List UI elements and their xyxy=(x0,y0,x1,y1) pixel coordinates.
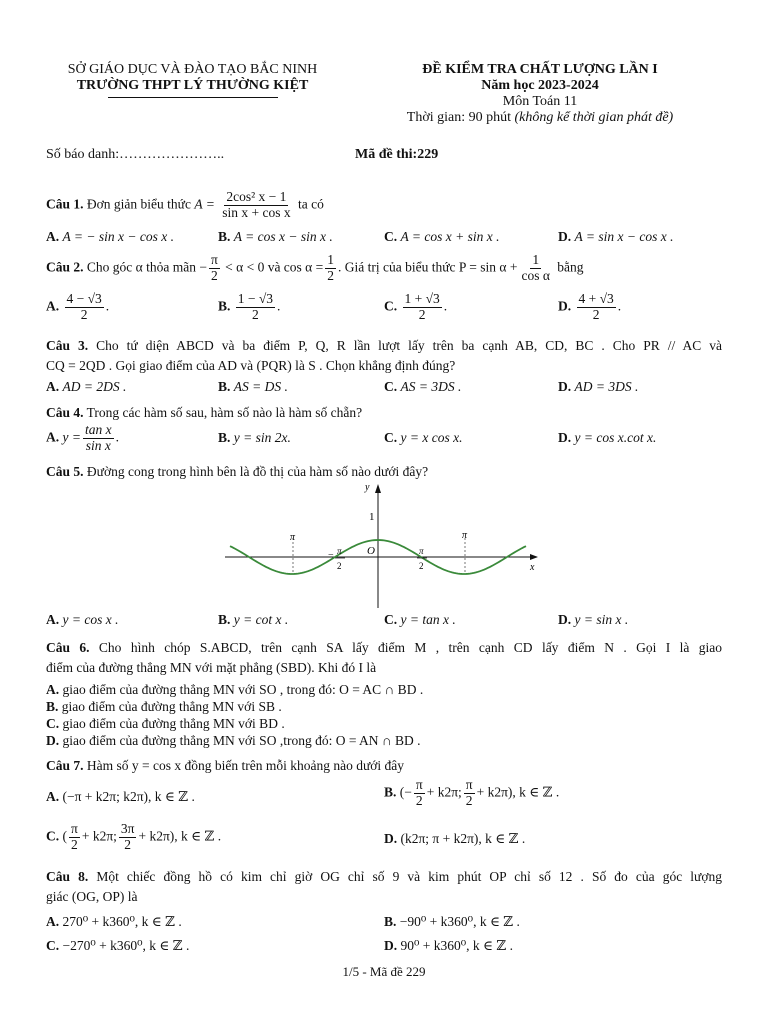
question-7: Câu 7. Hàm số y = cos x đồng biến trên mỗi khoảng nào dưới đây xyxy=(46,758,405,773)
subject: Môn Toán 11 xyxy=(502,94,578,109)
q8-option-b[interactable]: B. −90⁰ + k360⁰, k ∈ ℤ . xyxy=(384,914,520,929)
question-8-line-2: giác (OG, OP) là xyxy=(46,889,138,904)
cosine-graph xyxy=(225,478,545,610)
school-name: TRƯỜNG THPT LÝ THƯỜNG KIỆT xyxy=(76,78,309,93)
x-label: x xyxy=(530,562,535,573)
exam-code: Mã đề thi:229 xyxy=(355,147,439,162)
q6-option-a[interactable]: A. giao điểm của đường thẳng MN với SO , trong đó: O = AC ∩ BD . xyxy=(46,682,424,697)
exam-title: ĐỀ KIỂM TRA CHẤT LƯỢNG LẦN I xyxy=(422,62,658,77)
q4-option-a[interactable]: A. y = $\frac{\text{tan x}}{\text{sin x}}$ . xyxy=(46,422,119,453)
neg-sign: − xyxy=(328,550,334,561)
question-8-line-1: Câu 8. Một chiếc đồng hồ có kim chỉ giờ OG chỉ số 9 và kim phút OP chỉ số 12 . Số đo của góc lượng xyxy=(46,869,722,884)
q8-option-a[interactable]: A. 270⁰ + k360⁰, k ∈ ℤ . xyxy=(46,914,182,929)
q1-option-b[interactable]: B. A = cos x − sin x . xyxy=(218,229,333,244)
q7-option-d[interactable]: D. (k2π; π + k2π), k ∈ ℤ . xyxy=(384,831,526,846)
pi2-den: 2 xyxy=(419,561,424,571)
question-6-line-2: điểm của đường thẳng MN với mặt phẳng (SBD). Khi đó I là xyxy=(46,660,377,675)
q1-fraction: $\frac{\text{2cos² x − 1}}{\text{sin x + cos x}}$ xyxy=(222,189,291,220)
one-label: 1 xyxy=(369,511,375,523)
q1-option-d[interactable]: D. A = sin x − cos x . xyxy=(558,229,674,244)
q5-option-c[interactable]: C. y = tan x . xyxy=(384,612,456,627)
q4-option-b[interactable]: B. y = sin 2x. xyxy=(218,430,291,445)
origin-label: O xyxy=(367,545,375,557)
question-6-line-1: Câu 6. Cho hình chóp S.ABCD, trên cạnh SA lấy điểm M , trên cạnh CD lấy điểm N . Gọi I là giao xyxy=(46,640,722,655)
q3-option-b[interactable]: B. AS = DS . xyxy=(218,379,288,394)
q3-option-d[interactable]: D. AD = 3DS . xyxy=(558,379,639,394)
pi2-num: π xyxy=(419,546,424,556)
y-axis-arrow-icon xyxy=(375,484,381,493)
question-3-line-1: Câu 3. Cho tứ diện ABCD và ba điểm P, Q, R lần lượt lấy trên ba cạnh AB, CD, BC . Cho PR // AC và xyxy=(46,338,722,353)
question-3-line-2: CQ = 2QD . Gọi giao điểm của AD và (PQR) là S . Chọn khẳng định đúng? xyxy=(46,358,456,373)
q6-option-b[interactable]: B. giao điểm của đường thẳng MN với SB . xyxy=(46,699,282,714)
question-2: Câu 2. Cho góc α thỏa mãn − $\frac{\pi}{2}$ < α < 0 và cos α = $\frac{1}{2}$ . Giá trị của biểu thức P = sin α + $\frac{1}{\text{cos α}}$ bằng xyxy=(46,252,584,283)
q4-option-d[interactable]: D. y = cos x.cot x. xyxy=(558,430,657,445)
q5-option-a[interactable]: A. y = cos x . xyxy=(46,612,119,627)
q4-option-c[interactable]: C. y = x cos x. xyxy=(384,430,463,445)
q5-option-d[interactable]: D. y = sin x . xyxy=(558,612,629,627)
q8-option-d[interactable]: D. 90⁰ + k360⁰, k ∈ ℤ . xyxy=(384,938,514,953)
school-year: Năm học 2023-2024 xyxy=(481,78,599,93)
pi-label: π xyxy=(462,530,468,541)
question-5: Câu 5. Đường cong trong hình bên là đồ thị của hàm số nào dưới đây? xyxy=(46,464,429,479)
header-left xyxy=(40,62,345,98)
q1-option-a[interactable]: A. A = − sin x − cos x . xyxy=(46,229,174,244)
department-name: SỞ GIÁO DỤC VÀ ĐÀO TẠO BẮC NINH xyxy=(67,62,318,77)
question-1: Câu 1. Đơn giản biểu thức A = $\frac{\text{2cos² x − 1}}{\text{sin x + cos x}}$ ta có xyxy=(46,189,324,220)
q2-option-a[interactable]: A. $\frac{4 - √3}{2}$ . xyxy=(46,291,110,322)
q8-option-c[interactable]: C. −270⁰ + k360⁰, k ∈ ℤ . xyxy=(46,938,190,953)
q3-option-c[interactable]: C. AS = 3DS . xyxy=(384,379,462,394)
header-underline xyxy=(108,97,278,98)
q7-option-b[interactable]: B. (− $\frac{\pi}{2}$ + k2π; $\frac{\pi}{2}$ + k2π), k ∈ ℤ . xyxy=(384,777,560,808)
q2-option-b[interactable]: B. $\frac{1 - √3}{2}$ . xyxy=(218,291,281,322)
q2-option-d[interactable]: D. $\frac{4 + √3}{2}$ . xyxy=(558,291,622,322)
q6-option-c[interactable]: C. giao điểm của đường thẳng MN với BD . xyxy=(46,716,285,731)
candidate-number: Số báo danh:………………….. xyxy=(46,147,225,162)
q2-option-c[interactable]: C. $\frac{1 + √3}{2}$ . xyxy=(384,291,448,322)
q3-option-a[interactable]: A. AD = 2DS . xyxy=(46,379,127,394)
q5-option-b[interactable]: B. y = cot x . xyxy=(218,612,289,627)
question-4: Câu 4. Trong các hàm số sau, hàm số nào là hàm số chẵn? xyxy=(46,405,363,420)
q1-option-c[interactable]: C. A = cos x + sin x . xyxy=(384,229,500,244)
y-label: y xyxy=(365,482,370,493)
neg-pi2-num: π xyxy=(337,546,342,556)
neg-pi-label: π xyxy=(290,532,296,543)
header-right xyxy=(355,62,725,126)
x-axis-arrow-icon xyxy=(530,554,538,560)
q7-option-a[interactable]: A. (−π + k2π; k2π), k ∈ ℤ . xyxy=(46,789,195,804)
q6-option-d[interactable]: D. giao điểm của đường thẳng MN với SO ,trong đó: O = AN ∩ BD . xyxy=(46,733,421,748)
exam-time: Thời gian: 90 phút (không kể thời gian phát đề) xyxy=(406,110,674,125)
page-footer: 1/5 - Mã đề 229 xyxy=(342,964,426,979)
q7-option-c[interactable]: C. ( $\frac{\pi}{2}$ + k2π; $\frac{3\pi}{2}$ + k2π), k ∈ ℤ . xyxy=(46,821,222,852)
neg-pi2-den: 2 xyxy=(337,561,342,571)
